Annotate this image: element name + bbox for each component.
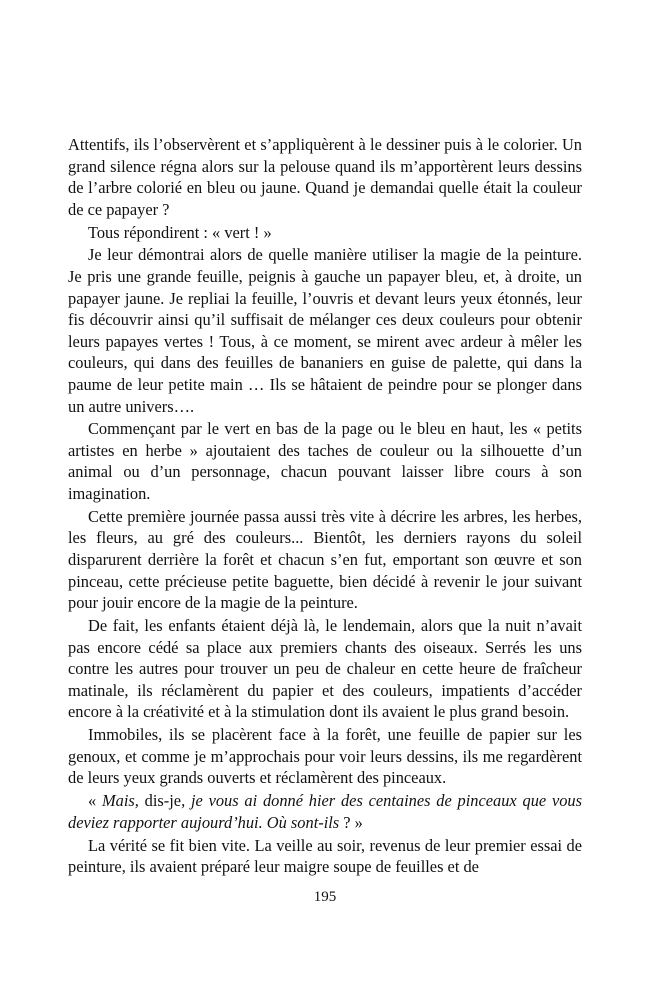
- paragraph-2: Tous répondirent : « vert ! »: [88, 222, 272, 242]
- page-number: 195: [313, 889, 337, 905]
- dialogue-open-quote: «: [88, 791, 102, 811]
- paragraph-6: De fait, les enfants étaient déjà là, le lendemain, alors que la nuit n’avait pas encore cédé sa place aux premiers chants des oiseaux. Serrés les uns contre les autres pour trouver un peu de chaleur en cette heure de fraîcheur matinale, ils réclamèrent du papier et des couleurs, impatients d’accéder encore à la créativité et à la stimulation dont ils avaient le plus grand besoin.: [68, 616, 582, 722]
- paragraph-5: Cette première journée passa aussi très vite à décrire les arbres, les herbes, les fleurs, au gré des couleurs... Bientôt, les derniers rayons du soleil disparurent derrière la forêt et chacun s’en fut, emportant son œuvre et son pinceau, cette précieuse petite baguette, bien décidé à revenir le jour suivant pour jouir encore de la magie de la peinture.: [68, 506, 582, 613]
- paragraph-7: Immobiles, ils se placèrent face à la forêt, une feuille de papier sur les genoux, et comme je m’approchais pour voir leurs dessins, ils me regardèrent de leurs yeux grands ouverts et réclamèrent des pinceaux.: [68, 725, 582, 788]
- dialogue-close-quote: ? »: [339, 812, 363, 832]
- paragraph-3: Je leur démontrai alors de quelle manière utiliser la magie de la peinture. Je pris une grande feuille, peignis à gauche un papayer bleu, et, à droite, un papayer jaune. Je repliai la feuille, l’ouvris et devant leurs yeux étonnés, leur fis découvrir ainsi qu’il suffisait de mélanger ces deux couleurs pour obtenir leurs papayes vertes ! Tous, à ce moment, se mirent avec ardeur à mêler les couleurs, qui dans des feuilles de bananiers en guise de palette, qui dans la paume de leur petite main … Ils se hâtaient de peindre pour se plonger dans un autre univers….: [68, 245, 582, 416]
- paragraph-1: Attentifs, ils l’observèrent et s’appliquèrent à le dessiner puis à le colorier. Un grand silence régna alors sur la pelouse quand ils m’apportèrent leurs dessins de l’arbre colorié en bleu ou jaune. Quand je demandai quelle était la couleur de ce papayer ?: [68, 135, 582, 219]
- last-paragraph: La vérité se fit bien vite. La veille au soir, revenus de leur premier essai de peinture, ils avaient préparé leur maigre soupe de feuilles et de: [68, 835, 582, 877]
- dialogue-paragraph: [68, 790, 582, 833]
- page-body: [68, 134, 582, 879]
- dialogue-plain: dis-je: [138, 791, 182, 811]
- paragraph-4: Commençant par le vert en bas de la page ou le bleu en haut, les « petits artistes en herbe » ajoutaient des taches de couleur ou la silhouette d’un animal ou d’un personnage, chacun pouvant laisser libre cours à son imagination.: [68, 419, 582, 504]
- dialogue-italic-2: , je vous ai donné hier des centaines de pinceaux que vous deviez rapporter aujourd’hui. Où sont-ils: [68, 791, 582, 832]
- dialogue-italic-1: Mais,: [101, 791, 139, 811]
